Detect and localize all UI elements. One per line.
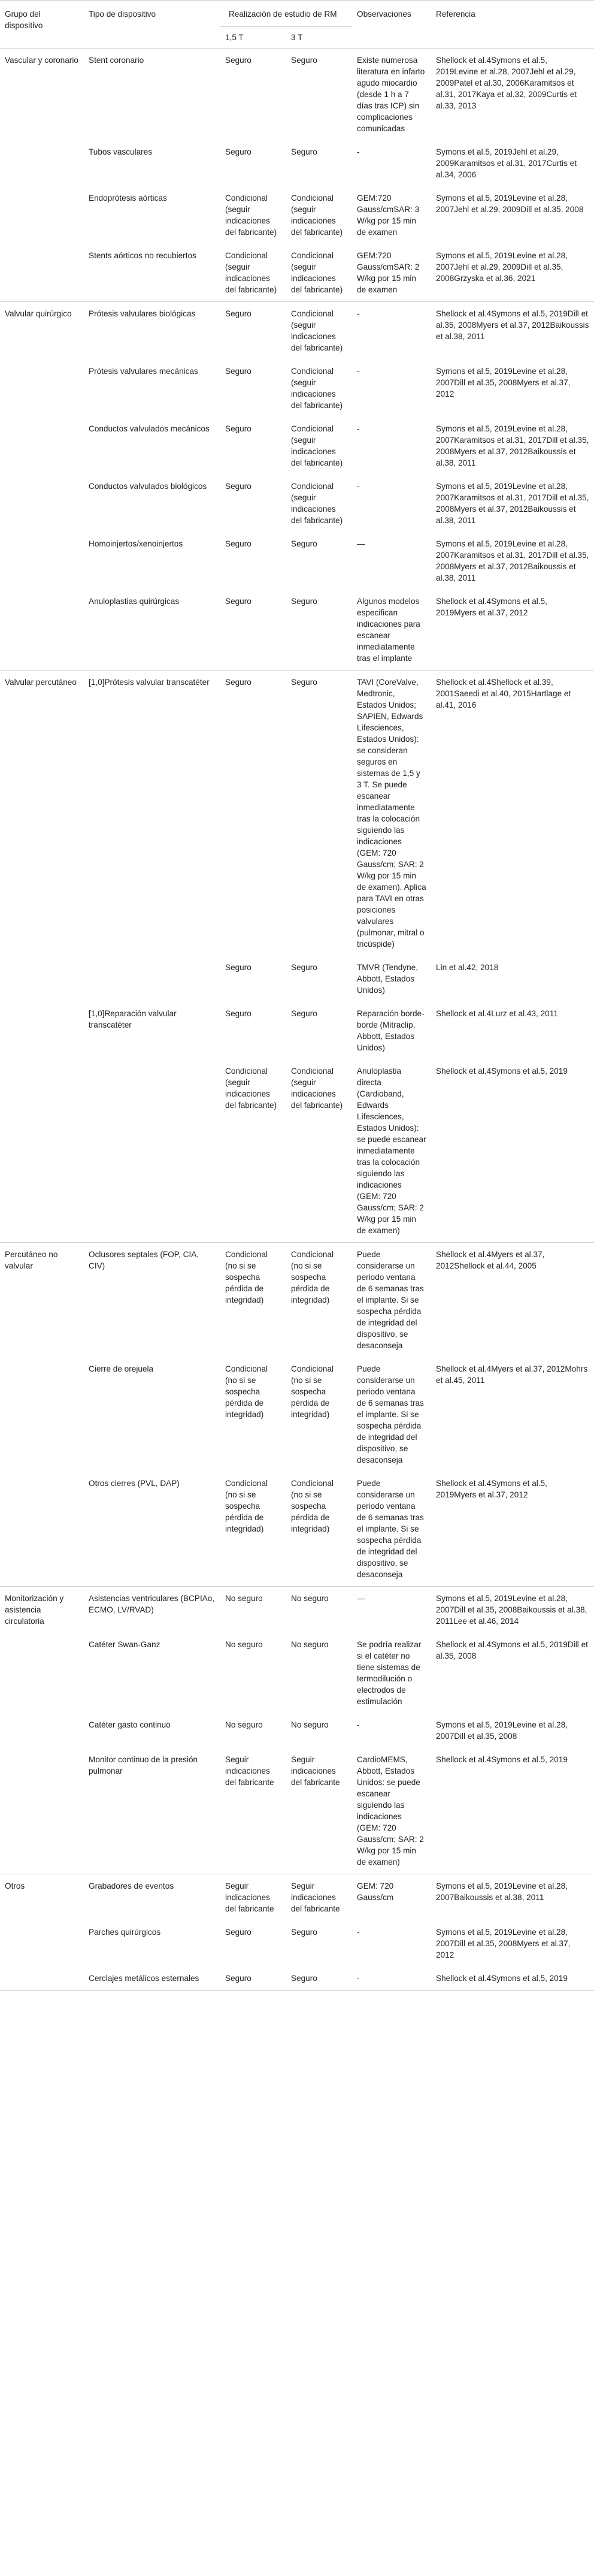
table-header xyxy=(0,1,594,49)
cell-1-5t: Condicional (no si se sospecha pérdida de integridad) xyxy=(225,1479,268,1533)
cell-observations: - xyxy=(352,1967,431,1991)
cell-observations: Algunos modelos especifican indicaciones para escanear inmediatamente tras el implante xyxy=(357,597,420,663)
cell-device-type: Prótesis valvulares biológicas xyxy=(84,302,220,360)
cell-reference: Shellock et al.4Symons et al.5, 2019Myers et al.37, 2012 xyxy=(436,597,547,617)
table-row xyxy=(0,671,594,956)
cell-1-5t: No seguro xyxy=(220,1587,286,1633)
cell-group xyxy=(0,360,84,417)
cell-1-5t: Seguro xyxy=(225,367,251,376)
cell-3t: Seguro xyxy=(291,1928,317,1937)
cell-1-5t: No seguro xyxy=(225,1640,263,1649)
table-row xyxy=(0,1748,594,1874)
cell-group: Valvular percutáneo xyxy=(0,671,84,956)
cell-1-5t: Condicional (seguir indicaciones del fabricante) xyxy=(225,194,277,237)
cell-device-type: Otros cierres (PVL, DAP) xyxy=(89,1479,180,1488)
header-reference: Referencia xyxy=(431,1,594,49)
cell-observations: - xyxy=(357,1720,360,1729)
cell-device-type: Asistencias ventriculares (BCPIAo, ECMO, LV/RVAD) xyxy=(84,1587,220,1633)
cell-observations: - xyxy=(352,302,431,360)
cell-1-5t: Seguro xyxy=(225,424,251,433)
cell-reference: Symons et al.5, 2019Levine et al.28, 2007Dill et al.35, 2008Myers et al.37, 2012 xyxy=(436,1928,571,1959)
cell-device-type: Cerclajes metálicos esternales xyxy=(84,1967,220,1991)
table-row xyxy=(0,1920,594,1967)
cell-3t: Seguro xyxy=(291,1009,317,1018)
cell-1-5t: Condicional (seguir indicaciones del fabricante) xyxy=(225,251,277,294)
cell-1-5t: Seguro xyxy=(225,147,251,156)
header-group: Grupo del dispositivo xyxy=(0,1,84,49)
cell-1-5t: No seguro xyxy=(225,1720,263,1729)
cell-3t: Condicional (seguir indicaciones del fabricante) xyxy=(291,1067,343,1110)
cell-reference: Shellock et al.4Symons et al.5, 2019 xyxy=(436,1755,568,1764)
table-row xyxy=(0,1002,594,1059)
header-type: Tipo de dispositivo xyxy=(84,1,220,49)
cell-group: Monitorización y asistencia circulatoria xyxy=(0,1587,84,1633)
cell-reference: Shellock et al.4Symons et al.5, 2019 xyxy=(436,1067,568,1076)
table-row xyxy=(0,1967,594,1991)
cell-reference: Shellock et al.4Symons et al.5, 2019Dill et al.35, 2008Myers et al.37, 2012Baikoussis et al.38, 2011 xyxy=(431,302,594,360)
cell-device-type xyxy=(84,1059,220,1243)
cell-3t: Condicional (seguir indicaciones del fabricante) xyxy=(291,367,343,410)
cell-1-5t: Seguro xyxy=(220,49,286,141)
cell-1-5t: Seguro xyxy=(220,671,286,956)
cell-group xyxy=(0,1967,84,1991)
cell-1-5t: Seguro xyxy=(225,482,251,491)
cell-3t: Seguro xyxy=(286,671,352,956)
cell-observations: - xyxy=(357,482,360,491)
header-mri: Realización de estudio de RM xyxy=(220,1,352,27)
cell-reference: Symons et al.5, 2019Levine et al.28, 2007Jehl et al.29, 2009Dill et al.35, 2008 xyxy=(436,194,584,214)
cell-3t: No seguro xyxy=(291,1640,329,1649)
cell-3t: No seguro xyxy=(286,1587,352,1633)
cell-1-5t: Seguro xyxy=(225,1928,251,1937)
cell-reference: Symons et al.5, 2019Levine et al.28, 2007Karamitsos et al.31, 2017Dill et al.35, 2008Myers et al.37, 2012Baikoussis et al.38, 2011 xyxy=(436,482,589,525)
cell-group xyxy=(0,1357,84,1472)
cell-3t: Condicional (no si se sospecha pérdida de integridad) xyxy=(291,1479,334,1533)
cell-observations: GEM:720 Gauss/cmSAR: 3 W/kg por 15 min de examen xyxy=(357,194,420,237)
cell-observations: - xyxy=(357,424,360,433)
cell-1-5t: Condicional (no si se sospecha pérdida de integridad) xyxy=(225,1364,268,1419)
cell-1-5t: Seguro xyxy=(225,1009,251,1018)
cell-device-type: Homoinjertos/xenoinjertos xyxy=(89,539,183,548)
cell-3t: Seguro xyxy=(286,49,352,141)
cell-reference: Shellock et al.4Myers et al.37, 2012Shellock et al.44, 2005 xyxy=(431,1243,594,1358)
cell-reference: Symons et al.5, 2019Jehl et al.29, 2009Karamitsos et al.31, 2017Curtis et al.34, 2006 xyxy=(436,147,577,179)
cell-3t: Seguro xyxy=(291,963,317,972)
cell-1-5t: Seguro xyxy=(220,302,286,360)
cell-3t: Condicional (seguir indicaciones del fabricante) xyxy=(291,482,343,525)
cell-reference: Symons et al.5, 2019Levine et al.28, 2007Baikoussis et al.38, 2011 xyxy=(431,1874,594,1921)
table-row xyxy=(0,1472,594,1587)
cell-device-type: [1,0]Prótesis valvular transcatéter xyxy=(84,671,220,956)
table-row xyxy=(0,186,594,244)
cell-1-5t: Seguro xyxy=(225,597,251,606)
cell-observations: CardioMEMS, Abbott, Estados Unidos: se puede escanear siguiendo las indicaciones (GEM: 720 Gauss/cm; SAR: 2 W/kg por 15 min de examen) xyxy=(357,1755,424,1867)
cell-observations: Puede considerarse un periodo ventana de 6 semanas tras el implante. Si se sospecha pérdida de integridad del dispositivo, se desaconseja xyxy=(357,1364,424,1464)
cell-device-type: Monitor continuo de la presión pulmonar xyxy=(89,1755,198,1775)
cell-device-type: Cierre de orejuela xyxy=(89,1364,154,1373)
cell-group xyxy=(0,1002,84,1059)
cell-observations: Se podría realizar si el catéter no tiene sistemas de termodilución o electrodos de estimulación xyxy=(357,1640,422,1706)
cell-device-type: Stents aórticos no recubiertos xyxy=(89,251,196,260)
cell-reference: Shellock et al.4Symons et al.5, 2019Dill et al.35, 2008 xyxy=(436,1640,588,1660)
cell-group xyxy=(0,1920,84,1967)
cell-group xyxy=(0,532,84,590)
table-row xyxy=(0,1633,594,1713)
cell-group xyxy=(0,1633,84,1713)
cell-group: Vascular y coronario xyxy=(0,49,84,141)
cell-device-type: Conductos valvulados biológicos xyxy=(89,482,207,491)
cell-group xyxy=(0,244,84,302)
cell-3t: Seguir indicaciones del fabricante xyxy=(291,1755,340,1787)
cell-1-5t: Condicional (no si se sospecha pérdida de integridad) xyxy=(220,1243,286,1358)
cell-3t: Seguro xyxy=(291,147,317,156)
cell-group: Otros xyxy=(0,1874,84,1921)
cell-group xyxy=(0,956,84,1002)
header-3t: 3 T xyxy=(286,27,352,49)
cell-3t: No seguro xyxy=(291,1720,329,1729)
cell-device-type: Grabadores de eventos xyxy=(84,1874,220,1921)
cell-reference: Lin et al.42, 2018 xyxy=(436,963,499,972)
cell-1-5t: Seguir indicaciones del fabricante xyxy=(225,1755,274,1787)
cell-observations: Existe numerosa literatura en infarto agudo miocardio (desde 1 h a 7 días tras ICP) sin complicaciones comunicadas xyxy=(352,49,431,141)
cell-3t: Condicional (seguir indicaciones del fabricante) xyxy=(286,302,352,360)
cell-reference: Shellock et al.4Symons et al.5, 2019Levine et al.28, 2007Jehl et al.29, 2009Patel et al.30, 2006Karamitsos et al.31, 2017Kaya et al.32, 2009Curtis et al.33, 2013 xyxy=(431,49,594,141)
cell-device-type: Anuloplastias quirúrgicas xyxy=(89,597,180,606)
cell-observations: Reparación borde-borde (Mitraclip, Abbott, Estados Unidos) xyxy=(357,1009,425,1052)
cell-3t: Seguro xyxy=(291,597,317,606)
cell-observations: — xyxy=(357,539,365,548)
cell-group xyxy=(0,475,84,532)
cell-reference: Shellock et al.4Symons et al.5, 2019Myers et al.37, 2012 xyxy=(436,1479,547,1499)
table-row xyxy=(0,244,594,302)
cell-observations: Anuloplastia directa (Cardioband, Edwards Lifesciences, Estados Unidos): se puede escanear inmediatamente tras la colocación siguiendo las indicaciones (GEM: 720 Gauss/cm; SAR: 2 W/kg por 15 min de examen) xyxy=(357,1067,426,1235)
cell-group: Valvular quirúrgico xyxy=(0,302,84,360)
cell-observations: TMVR (Tendyne, Abbott, Estados Unidos) xyxy=(357,963,419,995)
header-observations: Observaciones xyxy=(352,1,431,49)
cell-3t: Condicional (no si se sospecha pérdida de integridad) xyxy=(291,1364,334,1419)
cell-device-type: Tubos vasculares xyxy=(89,147,153,156)
cell-device-type: Endoprótesis aórticas xyxy=(89,194,167,203)
cell-1-5t: Condicional (seguir indicaciones del fabricante) xyxy=(225,1067,277,1110)
cell-group xyxy=(0,417,84,475)
table-row xyxy=(0,1713,594,1748)
cell-device-type: Prótesis valvulares mecánicas xyxy=(89,367,198,376)
cell-observations: GEM:720 Gauss/cmSAR: 2 W/kg por 15 min de examen xyxy=(357,251,420,294)
table-row xyxy=(0,590,594,671)
cell-3t: Condicional (seguir indicaciones del fabricante) xyxy=(291,424,343,467)
cell-reference: Shellock et al.4Myers et al.37, 2012Mohrs et al.45, 2011 xyxy=(436,1364,588,1385)
cell-group xyxy=(0,590,84,671)
cell-3t: Condicional (seguir indicaciones del fabricante) xyxy=(291,194,343,237)
table-row xyxy=(0,956,594,1002)
table-row xyxy=(0,1874,594,1921)
table-row xyxy=(0,417,594,475)
cell-1-5t: Seguro xyxy=(220,1967,286,1991)
table-row xyxy=(0,49,594,141)
cell-observations: Puede considerarse un periodo ventana de 6 semanas tras el implante. Si se sospecha pérdida de integridad del dispositivo, se desaconseja xyxy=(352,1243,431,1358)
cell-observations: - xyxy=(357,147,360,156)
cell-device-type: Stent coronario xyxy=(84,49,220,141)
cell-reference: Symons et al.5, 2019Levine et al.28, 2007Dill et al.35, 2008Myers et al.37, 2012 xyxy=(436,367,571,398)
table-row xyxy=(0,302,594,360)
cell-1-5t: Seguro xyxy=(225,963,251,972)
cell-reference: Symons et al.5, 2019Levine et al.28, 2007Jehl et al.29, 2009Dill et al.35, 2008Grzyska et al.36, 2021 xyxy=(436,251,568,283)
cell-device-type: Catéter Swan-Ganz xyxy=(89,1640,160,1649)
cell-observations: Puede considerarse un periodo ventana de 6 semanas tras el implante. Si se sospecha pérdida de integridad del dispositivo, se desaconseja xyxy=(357,1479,424,1579)
table-row xyxy=(0,360,594,417)
cell-3t: Seguro xyxy=(291,539,317,548)
cell-group xyxy=(0,1472,84,1587)
cell-group xyxy=(0,1748,84,1874)
cell-1-5t: Seguir indicaciones del fabricante xyxy=(220,1874,286,1921)
table-body xyxy=(0,49,594,1991)
cell-reference: Symons et al.5, 2019Levine et al.28, 2007Dill et al.35, 2008 xyxy=(436,1720,568,1741)
header-1-5t: 1,5 T xyxy=(220,27,286,49)
table-row xyxy=(0,1059,594,1243)
cell-reference: Shellock et al.4Symons et al.5, 2019 xyxy=(431,1967,594,1991)
cell-observations: — xyxy=(352,1587,431,1633)
cell-reference: Shellock et al.4Lurz et al.43, 2011 xyxy=(436,1009,558,1018)
cell-device-type: [1,0]Reparación valvular transcatéter xyxy=(89,1009,177,1029)
cell-observations: - xyxy=(357,367,360,376)
cell-device-type: Parches quirúrgicos xyxy=(89,1928,161,1937)
cell-observations: TAVI (CoreValve, Medtronic, Estados Unidos; SAPIEN, Edwards Lifesciences, Estados Unidos): se consideran seguros en sistemas de 1,5 y 3 T. Se puede escanear inmediatamente tras la colocación siguiendo las indicaciones (GEM: 720 Gauss/cm; SAR: 2 W/kg por 15 min de examen). Aplica para TAVI en otras posiciones valvulares (pulmonar, mitral o tricúspide) xyxy=(352,671,431,956)
table-row xyxy=(0,1357,594,1472)
cell-group xyxy=(0,1713,84,1748)
cell-reference: Symons et al.5, 2019Levine et al.28, 2007Karamitsos et al.31, 2017Dill et al.35, 2008Myers et al.37, 2012Baikoussis et al.38, 2011 xyxy=(436,539,589,582)
cell-3t: Condicional (seguir indicaciones del fabricante) xyxy=(291,251,343,294)
cell-reference: Shellock et al.4Shellock et al.39, 2001Saeedi et al.40, 2015Hartlage et al.41, 2016 xyxy=(431,671,594,956)
table-row xyxy=(0,1243,594,1358)
cell-device-type: Conductos valvulados mecánicos xyxy=(89,424,210,433)
cell-device-type xyxy=(84,956,220,1002)
cell-device-type: Catéter gasto continuo xyxy=(89,1720,171,1729)
cell-group xyxy=(0,140,84,186)
table-row xyxy=(0,475,594,532)
cell-reference: Symons et al.5, 2019Levine et al.28, 2007Karamitsos et al.31, 2017Dill et al.35, 2008Myers et al.37, 2012Baikoussis et al.38, 2011 xyxy=(436,424,589,467)
cell-group xyxy=(0,1059,84,1243)
cell-observations: - xyxy=(357,1928,360,1937)
cell-3t: Seguro xyxy=(286,1967,352,1991)
cell-device-type: Oclusores septales (FOP, CIA, CIV) xyxy=(84,1243,220,1358)
cell-observations: GEM: 720 Gauss/cm xyxy=(352,1874,431,1921)
table-row xyxy=(0,532,594,590)
cell-3t: Seguir indicaciones del fabricante xyxy=(286,1874,352,1921)
cell-group: Percutáneo no valvular xyxy=(0,1243,84,1358)
cell-3t: Condicional (no si se sospecha pérdida de integridad) xyxy=(286,1243,352,1358)
table-row xyxy=(0,140,594,186)
cell-reference: Symons et al.5, 2019Levine et al.28, 2007Dill et al.35, 2008Baikoussis et al.38, 2011Lee et al.46, 2014 xyxy=(431,1587,594,1633)
table-row xyxy=(0,1587,594,1633)
cell-1-5t: Seguro xyxy=(225,539,251,548)
cell-group xyxy=(0,186,84,244)
